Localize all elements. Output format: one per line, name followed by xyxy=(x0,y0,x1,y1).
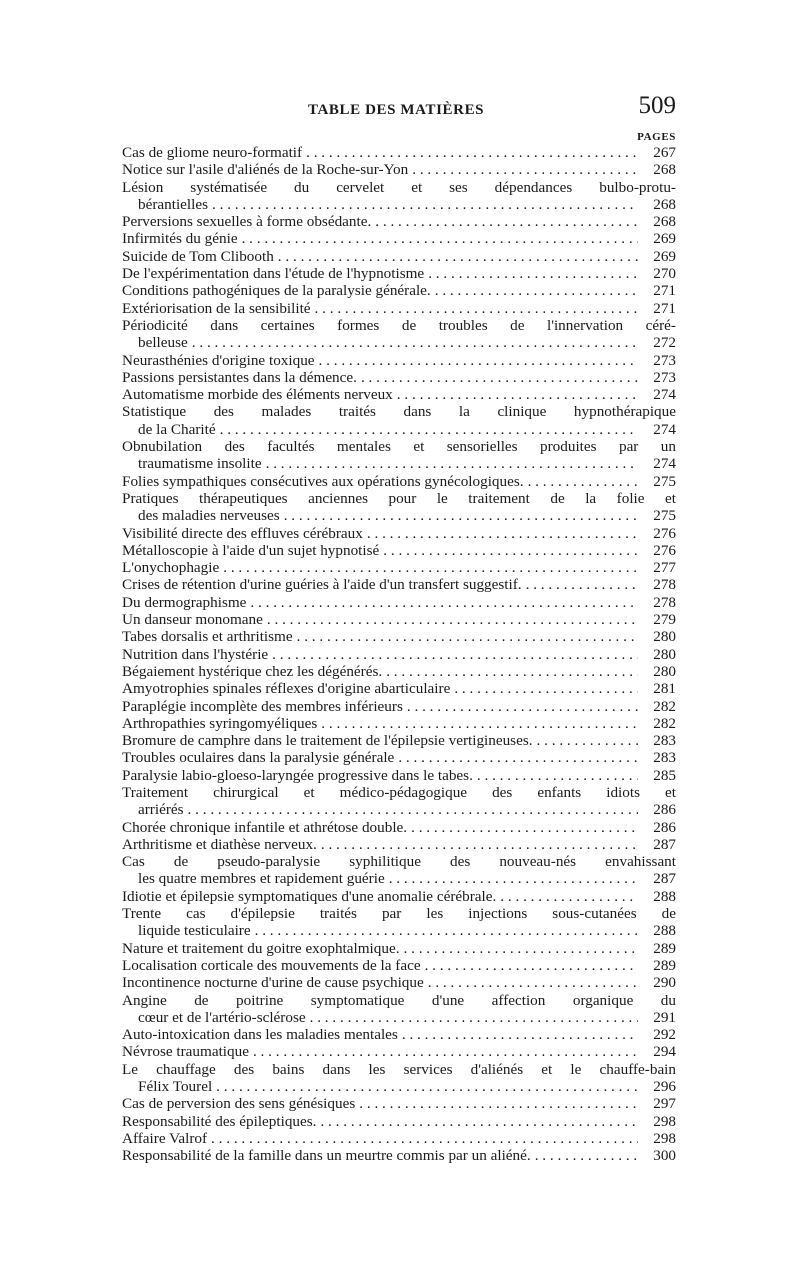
page-number: 509 xyxy=(638,92,676,119)
toc-entry xyxy=(122,248,676,265)
toc-entry xyxy=(122,438,676,473)
toc-entry-line xyxy=(122,1095,676,1112)
toc-entry-line xyxy=(122,767,676,784)
toc-entry-page: 300 xyxy=(653,1147,676,1165)
toc-entry xyxy=(122,282,676,299)
toc-entry-line xyxy=(122,230,676,247)
dot-leader xyxy=(321,836,638,853)
toc-entry-line xyxy=(122,940,676,957)
dot-leader xyxy=(306,144,638,161)
toc-entry-line xyxy=(122,628,676,645)
toc-entry-line xyxy=(122,922,676,939)
toc-entry-title: Crises de rétention d'urine guéries à l'aide d'un transfert suggestif. xyxy=(122,576,522,594)
toc-entry-title: Troubles oculaires dans la paralysie générale xyxy=(122,749,395,767)
dot-leader xyxy=(266,455,638,472)
toc-entry-title: Du dermographisme xyxy=(122,593,247,611)
toc-entry xyxy=(122,628,676,645)
dot-leader xyxy=(412,161,638,178)
toc-entry-page: 281 xyxy=(653,680,676,698)
toc-entry-title: Arthritisme et diathèse nerveux. xyxy=(122,835,317,853)
toc-entry-title: Un danseur monomane xyxy=(122,611,263,629)
toc-entry-line xyxy=(122,680,676,697)
toc-entry-page: 289 xyxy=(653,939,676,957)
toc-entry-first-line: Cas de pseudo-paralysie syphilitique des nouveau-nés envahissant xyxy=(122,853,676,871)
toc-entry-line xyxy=(122,715,676,732)
toc-entry xyxy=(122,386,676,403)
toc-entry-line xyxy=(122,542,676,559)
dot-leader xyxy=(435,282,638,299)
toc-entry xyxy=(122,352,676,369)
toc-entry-line xyxy=(122,369,676,386)
toc-entry-title: Responsabilité des épileptiques. xyxy=(122,1112,317,1130)
toc-entry-line xyxy=(122,1147,676,1164)
dot-leader xyxy=(537,732,638,749)
dot-leader xyxy=(315,300,638,317)
dot-leader xyxy=(389,870,638,887)
toc-entry-page: 280 xyxy=(653,645,676,663)
toc-entry xyxy=(122,559,676,576)
toc-entry xyxy=(122,594,676,611)
toc-entry-line xyxy=(122,1043,676,1060)
toc-entry-page: 280 xyxy=(653,662,676,680)
toc-entry xyxy=(122,940,676,957)
toc-entry-line xyxy=(122,646,676,663)
toc-entry-line xyxy=(122,1078,676,1095)
dot-leader xyxy=(367,525,638,542)
table-of-contents xyxy=(122,144,676,1165)
toc-entry-title: de la Charité xyxy=(138,420,216,438)
toc-entry-line xyxy=(122,576,676,593)
toc-entry xyxy=(122,836,676,853)
dot-leader xyxy=(477,767,638,784)
toc-entry-page: 274 xyxy=(653,455,676,473)
toc-entry-line xyxy=(122,559,676,576)
toc-entry-page: 275 xyxy=(653,472,676,490)
toc-entry xyxy=(122,473,676,490)
toc-entry xyxy=(122,542,676,559)
toc-entry-title: Nutrition dans l'hystérie xyxy=(122,645,269,663)
toc-entry xyxy=(122,905,676,940)
toc-entry-line xyxy=(122,196,676,213)
toc-entry-title: Arthropathies syringomyéliques xyxy=(122,714,318,732)
dot-leader xyxy=(397,386,638,403)
toc-entry-title: Paralysie labio-gloeso-laryngée progressive dans le tabes. xyxy=(122,766,473,784)
dot-leader xyxy=(359,1095,638,1112)
dot-leader xyxy=(272,646,638,663)
toc-entry xyxy=(122,1026,676,1043)
dot-leader xyxy=(361,369,638,386)
toc-entry-page: 272 xyxy=(653,334,676,352)
dot-leader xyxy=(250,594,638,611)
toc-entry-line xyxy=(122,1113,676,1130)
dot-leader xyxy=(320,1113,638,1130)
toc-entry-page: 271 xyxy=(653,282,676,300)
toc-entry xyxy=(122,784,676,819)
dot-leader xyxy=(188,801,638,818)
toc-entry-line xyxy=(122,611,676,628)
toc-entry-page: 287 xyxy=(653,835,676,853)
toc-entry-title: Chorée chronique infantile et athrétose double. xyxy=(122,818,408,836)
toc-entry-line xyxy=(122,213,676,230)
toc-entry-page: 286 xyxy=(653,801,676,819)
toc-entry xyxy=(122,957,676,974)
toc-entry xyxy=(122,230,676,247)
toc-entry-title: Félix Tourel xyxy=(138,1078,213,1096)
toc-entry xyxy=(122,1113,676,1130)
toc-entry-line xyxy=(122,1130,676,1147)
toc-entry-title: Suicide de Tom Clibooth xyxy=(122,247,274,265)
dot-leader xyxy=(321,715,638,732)
dot-leader xyxy=(253,1043,638,1060)
toc-entry-title: Responsabilité de la famille dans un meurtre commis par un aliéné. xyxy=(122,1147,531,1165)
toc-entry-first-line: Trente cas d'épilepsie traités par les injections sous-cutanées de xyxy=(122,905,676,923)
toc-entry-line xyxy=(122,161,676,178)
toc-entry-line xyxy=(122,525,676,542)
dot-leader xyxy=(284,507,638,524)
toc-entry xyxy=(122,576,676,593)
toc-entry-page: 270 xyxy=(653,265,676,283)
toc-entry-first-line: Pratiques thérapeutiques anciennes pour le traitement de la folie et xyxy=(122,489,676,507)
toc-entry-page: 274 xyxy=(653,386,676,404)
toc-entry-page: 285 xyxy=(653,766,676,784)
toc-entry-line xyxy=(122,974,676,991)
toc-entry-page: 278 xyxy=(653,576,676,594)
toc-entry-line xyxy=(122,300,676,317)
toc-entry-page: 273 xyxy=(653,351,676,369)
dot-leader xyxy=(319,352,638,369)
toc-entry xyxy=(122,300,676,317)
toc-entry-page: 288 xyxy=(653,922,676,940)
toc-entry xyxy=(122,317,676,352)
toc-entry-first-line: Obnubilation des facultés mentales et sensorielles produites par un xyxy=(122,438,676,456)
dot-leader xyxy=(310,1009,638,1026)
toc-entry-title: Bromure de camphre dans le traitement de l'épilepsie vertigineuses. xyxy=(122,732,533,750)
dot-leader xyxy=(411,819,638,836)
toc-entry-page: 283 xyxy=(653,732,676,750)
toc-entry-first-line: Périodicité dans certaines formes de troubles de l'innervation céré- xyxy=(122,316,676,334)
dot-leader xyxy=(242,230,638,247)
running-title: TABLE DES MATIÈRES xyxy=(308,102,485,118)
toc-entry-title: Visibilité directe des effluves cérébraux xyxy=(122,524,363,542)
toc-entry-line xyxy=(122,334,676,351)
toc-entry xyxy=(122,853,676,888)
toc-entry-line xyxy=(122,732,676,749)
toc-entry-page: 286 xyxy=(653,818,676,836)
toc-entry-page: 289 xyxy=(653,956,676,974)
toc-entry xyxy=(122,680,676,697)
toc-entry-line xyxy=(122,421,676,438)
pages-column-label: PAGES xyxy=(637,131,676,143)
toc-entry-page: 292 xyxy=(653,1026,676,1044)
toc-entry-first-line: Le chauffage des bains dans les services d'aliénés et le chauffe-bain xyxy=(122,1060,676,1078)
toc-entry-page: 269 xyxy=(653,247,676,265)
toc-entry-title: Neurasthénies d'origine toxique xyxy=(122,351,315,369)
toc-entry-title: Affaire Valrof xyxy=(122,1129,208,1147)
toc-entry-line xyxy=(122,507,676,524)
toc-entry-page: 277 xyxy=(653,559,676,577)
dot-leader xyxy=(216,1078,638,1095)
toc-entry-page: 275 xyxy=(653,507,676,525)
toc-entry xyxy=(122,403,676,438)
dot-leader xyxy=(402,1026,638,1043)
toc-entry-page: 269 xyxy=(653,230,676,248)
dot-leader xyxy=(526,576,638,593)
toc-entry-line xyxy=(122,282,676,299)
toc-entry-title: Idiotie et épilepsie symptomatiques d'une anomalie cérébrale. xyxy=(122,887,497,905)
toc-entry xyxy=(122,179,676,214)
toc-entry-line xyxy=(122,888,676,905)
toc-entry-title: Localisation corticale des mouvements de la face xyxy=(122,956,421,974)
toc-entry-title: les quatre membres et rapidement guérie xyxy=(138,870,385,888)
toc-entry-title: Nature et traitement du goitre exophtalmique. xyxy=(122,939,400,957)
toc-entry-line xyxy=(122,594,676,611)
toc-entry xyxy=(122,974,676,991)
toc-entry-page: 296 xyxy=(653,1078,676,1096)
toc-entry-line xyxy=(122,957,676,974)
toc-entry-title: Tabes dorsalis et arthritisme xyxy=(122,628,293,646)
toc-entry-page: 290 xyxy=(653,974,676,992)
toc-entry-page: 268 xyxy=(653,161,676,179)
toc-entry xyxy=(122,663,676,680)
toc-entry xyxy=(122,749,676,766)
dot-leader xyxy=(535,1147,638,1164)
dot-leader xyxy=(398,749,638,766)
toc-entry xyxy=(122,819,676,836)
toc-entry-title: cœur et de l'artério-sclérose xyxy=(138,1008,306,1026)
toc-entry-title: Cas de gliome neuro-formatif xyxy=(122,144,303,161)
dot-leader xyxy=(383,542,638,559)
toc-entry-line xyxy=(122,698,676,715)
toc-entry-page: 276 xyxy=(653,524,676,542)
toc-entry-page: 279 xyxy=(653,611,676,629)
toc-entry-page: 294 xyxy=(653,1043,676,1061)
dot-leader xyxy=(267,611,638,628)
dot-leader xyxy=(192,334,638,351)
dot-leader xyxy=(212,196,638,213)
toc-entry xyxy=(122,611,676,628)
toc-entry-first-line: Traitement chirurgical et médico-pédagogique des enfants idiots et xyxy=(122,783,676,801)
toc-entry-line xyxy=(122,1009,676,1026)
toc-entry-title: bérantielles xyxy=(138,195,208,213)
toc-entry xyxy=(122,525,676,542)
page-header xyxy=(122,92,676,124)
dot-leader xyxy=(211,1130,638,1147)
dot-leader xyxy=(297,628,638,645)
toc-entry-title: des maladies nerveuses xyxy=(138,507,280,525)
toc-entry-page: 298 xyxy=(653,1112,676,1130)
toc-entry-title: Perversions sexuelles à forme obsédante. xyxy=(122,213,372,231)
toc-entry-page: 291 xyxy=(653,1008,676,1026)
toc-entry xyxy=(122,646,676,663)
toc-entry-page: 297 xyxy=(653,1095,676,1113)
toc-entry xyxy=(122,992,676,1027)
toc-entry-title: belleuse xyxy=(138,334,188,352)
dot-leader xyxy=(454,680,638,697)
toc-entry-line xyxy=(122,352,676,369)
dot-leader xyxy=(223,559,638,576)
dot-leader xyxy=(278,248,638,265)
dot-leader xyxy=(255,922,638,939)
toc-entry xyxy=(122,144,676,161)
toc-entry-page: 282 xyxy=(653,714,676,732)
toc-entry-first-line: Statistique des malades traités dans la clinique hypnothérapique xyxy=(122,403,676,421)
toc-entry xyxy=(122,161,676,178)
toc-entry-title: traumatisme insolite xyxy=(138,455,262,473)
toc-entry-title: Incontinence nocturne d'urine de cause psychique xyxy=(122,974,424,992)
book-page xyxy=(122,92,676,1165)
toc-entry-page: 268 xyxy=(653,195,676,213)
toc-entry-page: 268 xyxy=(653,213,676,231)
toc-entry-line xyxy=(122,663,676,680)
toc-entry xyxy=(122,888,676,905)
toc-entry xyxy=(122,1147,676,1164)
dot-leader xyxy=(528,473,638,490)
toc-entry-title: Névrose traumatique xyxy=(122,1043,249,1061)
dot-leader xyxy=(220,421,638,438)
dot-leader xyxy=(404,940,639,957)
toc-entry-page: 271 xyxy=(653,299,676,317)
toc-entry-title: Extériorisation de la sensibilité xyxy=(122,299,311,317)
toc-entry xyxy=(122,1130,676,1147)
toc-entry-title: Cas de perversion des sens génésiques xyxy=(122,1095,356,1113)
toc-entry-page: 282 xyxy=(653,697,676,715)
toc-entry-title: De l'expérimentation dans l'étude de l'hypnotisme xyxy=(122,265,425,283)
toc-entry-line xyxy=(122,1026,676,1043)
dot-leader xyxy=(428,265,638,282)
toc-entry-page: 267 xyxy=(653,144,676,161)
toc-entry-page: 283 xyxy=(653,749,676,767)
toc-entry-title: Notice sur l'asile d'aliénés de la Roche-sur-Yon xyxy=(122,161,409,179)
toc-entry-line xyxy=(122,819,676,836)
toc-entry-title: arriérés xyxy=(138,801,184,819)
toc-entry xyxy=(122,698,676,715)
toc-entry-page: 276 xyxy=(653,541,676,559)
toc-entry-line xyxy=(122,801,676,818)
toc-entry-first-line: Angine de poitrine symptomatique d'une affection organique du xyxy=(122,991,676,1009)
toc-entry-title: Conditions pathogéniques de la paralysie générale. xyxy=(122,282,431,300)
toc-entry-line xyxy=(122,265,676,282)
toc-entry-page: 287 xyxy=(653,870,676,888)
toc-entry-title: Passions persistantes dans la démence. xyxy=(122,368,357,386)
toc-entry-title: Paraplégie incomplète des membres inférieurs xyxy=(122,697,403,715)
toc-entry-title: Folies sympathiques consécutives aux opérations gynécologiques. xyxy=(122,472,524,490)
toc-entry-line xyxy=(122,473,676,490)
toc-entry-page: 280 xyxy=(653,628,676,646)
toc-entry-page: 274 xyxy=(653,420,676,438)
toc-entry-line xyxy=(122,386,676,403)
dot-leader xyxy=(407,698,638,715)
toc-entry-line xyxy=(122,749,676,766)
dot-leader xyxy=(386,663,638,680)
toc-entry-line xyxy=(122,248,676,265)
toc-entry-title: Automatisme morbide des éléments nerveux xyxy=(122,386,393,404)
toc-entry xyxy=(122,265,676,282)
toc-entry-title: Infirmités du génie xyxy=(122,230,238,248)
toc-entry-page: 278 xyxy=(653,593,676,611)
toc-entry-line xyxy=(122,455,676,472)
toc-entry-title: Bégaiement hystérique chez les dégénérés. xyxy=(122,662,383,680)
toc-entry xyxy=(122,1095,676,1112)
toc-entry-title: Métalloscopie à l'aide d'un sujet hypnotisé xyxy=(122,541,380,559)
toc-entry xyxy=(122,490,676,525)
toc-entry-title: L'onychophagie xyxy=(122,559,220,577)
toc-entry xyxy=(122,715,676,732)
toc-entry xyxy=(122,1061,676,1096)
toc-entry-page: 298 xyxy=(653,1129,676,1147)
toc-entry-line xyxy=(122,836,676,853)
toc-entry xyxy=(122,767,676,784)
toc-entry xyxy=(122,213,676,230)
toc-entry-first-line: Lésion systématisée du cervelet et ses dépendances bulbo-protu- xyxy=(122,178,676,196)
toc-entry-line xyxy=(122,144,676,161)
toc-entry-page: 288 xyxy=(653,887,676,905)
toc-entry-title: Amyotrophies spinales réflexes d'origine abarticulaire xyxy=(122,680,451,698)
toc-entry xyxy=(122,1043,676,1060)
toc-entry xyxy=(122,732,676,749)
dot-leader xyxy=(500,888,638,905)
dot-leader xyxy=(425,957,638,974)
toc-entry-page: 273 xyxy=(653,368,676,386)
toc-entry xyxy=(122,369,676,386)
dot-leader xyxy=(428,974,638,991)
toc-entry-line xyxy=(122,870,676,887)
dot-leader xyxy=(375,213,638,230)
toc-entry-title: Auto-intoxication dans les maladies mentales xyxy=(122,1026,398,1044)
toc-entry-title: liquide testiculaire xyxy=(138,922,251,940)
